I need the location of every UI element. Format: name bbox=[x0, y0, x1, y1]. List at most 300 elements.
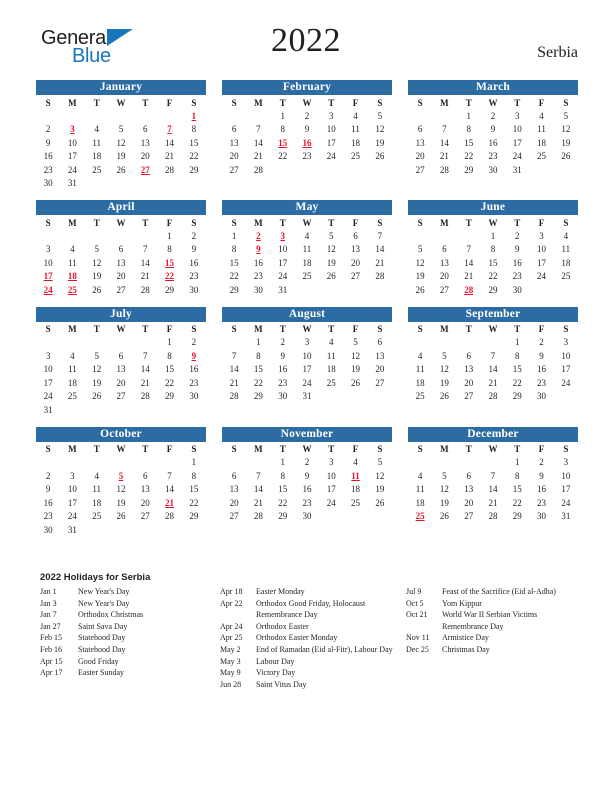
day-cell[interactable]: 2 bbox=[191, 337, 197, 348]
day-cell[interactable]: 31 bbox=[278, 284, 288, 295]
day-cell[interactable]: 28 bbox=[229, 391, 239, 402]
day-cell[interactable]: 15 bbox=[229, 257, 239, 268]
day-cell[interactable]: 10 bbox=[537, 244, 547, 255]
day-cell[interactable]: 30 bbox=[43, 524, 53, 535]
day-cell[interactable]: 3 bbox=[70, 470, 75, 481]
day-cell[interactable]: 21 bbox=[488, 377, 498, 388]
day-cell[interactable]: 18 bbox=[92, 151, 102, 162]
day-cell[interactable]: 20 bbox=[229, 151, 239, 162]
day-cell[interactable]: 22 bbox=[464, 151, 474, 162]
day-cell[interactable]: 4 bbox=[563, 230, 569, 241]
day-cell[interactable]: 27 bbox=[229, 164, 239, 175]
day-cell[interactable]: 7 bbox=[256, 470, 261, 481]
day-cell[interactable]: 11 bbox=[92, 137, 102, 148]
day-cell[interactable]: 13 bbox=[116, 364, 126, 375]
day-cell[interactable]: 11 bbox=[537, 124, 546, 135]
day-cell[interactable]: 25 bbox=[537, 151, 547, 162]
day-cell[interactable]: 17 bbox=[326, 137, 336, 148]
day-cell[interactable]: 17 bbox=[302, 364, 312, 375]
day-cell[interactable]: 2 bbox=[45, 124, 51, 135]
day-cell[interactable]: 9 bbox=[304, 470, 310, 481]
day-cell[interactable]: 13 bbox=[464, 484, 474, 495]
day-cell[interactable]: 6 bbox=[143, 124, 148, 135]
day-cell[interactable]: 25 bbox=[351, 497, 361, 508]
day-cell[interactable]: 7 bbox=[143, 350, 148, 361]
day-cell[interactable]: 21 bbox=[439, 151, 449, 162]
day-cell[interactable]: 19 bbox=[92, 271, 102, 282]
day-cell[interactable]: 8 bbox=[231, 244, 237, 255]
day-cell[interactable]: 16 bbox=[537, 484, 547, 495]
day-cell[interactable]: 31 bbox=[512, 164, 522, 175]
day-cell[interactable]: 10 bbox=[561, 470, 571, 481]
day-cell[interactable]: 5 bbox=[377, 457, 383, 468]
day-cell[interactable]: 17 bbox=[561, 484, 571, 495]
day-cell-holiday[interactable]: 9 bbox=[256, 244, 261, 255]
day-cell[interactable]: 10 bbox=[326, 124, 336, 135]
day-cell[interactable]: 28 bbox=[253, 511, 263, 522]
day-cell[interactable]: 23 bbox=[537, 377, 547, 388]
day-cell-holiday[interactable]: 25 bbox=[415, 511, 425, 522]
day-cell[interactable]: 25 bbox=[415, 391, 425, 402]
day-cell[interactable]: 22 bbox=[253, 377, 263, 388]
day-cell[interactable]: 12 bbox=[351, 350, 361, 361]
day-cell[interactable]: 3 bbox=[563, 457, 569, 468]
day-cell[interactable]: 7 bbox=[256, 124, 261, 135]
day-cell[interactable]: 25 bbox=[92, 511, 102, 522]
day-cell[interactable]: 28 bbox=[140, 284, 150, 295]
day-cell-holiday[interactable]: 11 bbox=[351, 470, 360, 481]
day-cell[interactable]: 20 bbox=[116, 271, 126, 282]
day-cell[interactable]: 7 bbox=[490, 350, 496, 361]
day-cell[interactable]: 30 bbox=[189, 284, 199, 295]
day-cell[interactable]: 4 bbox=[70, 350, 75, 361]
day-cell[interactable]: 6 bbox=[143, 470, 148, 481]
day-cell[interactable]: 23 bbox=[278, 377, 288, 388]
day-cell[interactable]: 27 bbox=[439, 284, 449, 295]
day-cell[interactable]: 2 bbox=[191, 230, 197, 241]
day-cell[interactable]: 8 bbox=[167, 350, 172, 361]
day-cell[interactable]: 28 bbox=[140, 391, 150, 402]
day-cell[interactable]: 10 bbox=[512, 124, 522, 135]
day-cell[interactable]: 2 bbox=[304, 110, 310, 121]
day-cell[interactable]: 30 bbox=[537, 391, 547, 402]
day-cell[interactable]: 12 bbox=[116, 137, 126, 148]
day-cell[interactable]: 25 bbox=[302, 271, 312, 282]
day-cell[interactable]: 12 bbox=[116, 484, 126, 495]
day-cell[interactable]: 23 bbox=[43, 511, 53, 522]
day-cell[interactable]: 16 bbox=[302, 484, 312, 495]
day-cell-holiday[interactable]: 1 bbox=[191, 110, 197, 121]
day-cell[interactable]: 16 bbox=[43, 151, 53, 162]
day-cell[interactable]: 20 bbox=[140, 497, 150, 508]
day-cell[interactable]: 16 bbox=[43, 497, 53, 508]
day-cell[interactable]: 24 bbox=[67, 511, 77, 522]
day-cell[interactable]: 23 bbox=[537, 497, 547, 508]
day-cell[interactable]: 8 bbox=[466, 124, 471, 135]
day-cell[interactable]: 7 bbox=[143, 244, 148, 255]
day-cell[interactable]: 21 bbox=[229, 377, 239, 388]
day-cell[interactable]: 4 bbox=[353, 457, 358, 468]
day-cell[interactable]: 21 bbox=[488, 497, 498, 508]
day-cell[interactable]: 9 bbox=[280, 350, 285, 361]
day-cell[interactable]: 12 bbox=[92, 364, 102, 375]
day-cell[interactable]: 9 bbox=[515, 244, 520, 255]
day-cell[interactable]: 3 bbox=[45, 350, 51, 361]
day-cell[interactable]: 18 bbox=[92, 497, 102, 508]
day-cell[interactable]: 8 bbox=[490, 244, 496, 255]
day-cell[interactable]: 15 bbox=[189, 137, 199, 148]
day-cell[interactable]: 21 bbox=[165, 151, 175, 162]
day-cell[interactable]: 1 bbox=[167, 337, 172, 348]
day-cell[interactable]: 9 bbox=[45, 484, 51, 495]
day-cell[interactable]: 26 bbox=[415, 284, 425, 295]
day-cell[interactable]: 13 bbox=[415, 137, 425, 148]
day-cell[interactable]: 19 bbox=[375, 137, 385, 148]
day-cell[interactable]: 10 bbox=[278, 244, 288, 255]
day-cell[interactable]: 31 bbox=[67, 524, 77, 535]
day-cell[interactable]: 22 bbox=[189, 497, 199, 508]
day-cell[interactable]: 4 bbox=[417, 470, 423, 481]
day-cell[interactable]: 4 bbox=[70, 244, 75, 255]
day-cell[interactable]: 22 bbox=[229, 271, 239, 282]
day-cell[interactable]: 11 bbox=[326, 350, 336, 361]
day-cell[interactable]: 19 bbox=[116, 497, 126, 508]
day-cell[interactable]: 7 bbox=[466, 244, 471, 255]
day-cell[interactable]: 29 bbox=[512, 391, 522, 402]
day-cell[interactable]: 29 bbox=[229, 284, 239, 295]
day-cell[interactable]: 27 bbox=[415, 164, 425, 175]
day-cell[interactable]: 15 bbox=[165, 364, 175, 375]
day-cell[interactable]: 3 bbox=[563, 337, 569, 348]
day-cell[interactable]: 28 bbox=[488, 391, 498, 402]
day-cell-holiday[interactable]: 18 bbox=[67, 271, 77, 282]
day-cell[interactable]: 2 bbox=[280, 337, 285, 348]
day-cell[interactable]: 30 bbox=[302, 511, 312, 522]
day-cell[interactable]: 31 bbox=[43, 404, 53, 415]
day-cell[interactable]: 29 bbox=[189, 511, 199, 522]
day-cell[interactable]: 26 bbox=[375, 497, 385, 508]
day-cell[interactable]: 25 bbox=[326, 377, 336, 388]
day-cell[interactable]: 19 bbox=[116, 151, 126, 162]
day-cell[interactable]: 24 bbox=[326, 151, 336, 162]
day-cell[interactable]: 14 bbox=[165, 137, 175, 148]
day-cell[interactable]: 21 bbox=[375, 257, 385, 268]
day-cell[interactable]: 1 bbox=[191, 457, 197, 468]
day-cell-holiday[interactable]: 21 bbox=[165, 497, 175, 508]
day-cell[interactable]: 23 bbox=[253, 271, 263, 282]
day-cell[interactable]: 3 bbox=[329, 457, 334, 468]
day-cell[interactable]: 30 bbox=[488, 164, 498, 175]
day-cell[interactable]: 4 bbox=[304, 230, 310, 241]
day-cell[interactable]: 29 bbox=[189, 164, 199, 175]
day-cell[interactable]: 3 bbox=[304, 337, 310, 348]
day-cell[interactable]: 15 bbox=[512, 364, 522, 375]
day-cell[interactable]: 28 bbox=[488, 511, 498, 522]
day-cell[interactable]: 18 bbox=[351, 137, 361, 148]
day-cell[interactable]: 20 bbox=[415, 151, 425, 162]
day-cell[interactable]: 11 bbox=[561, 244, 571, 255]
day-cell[interactable]: 10 bbox=[67, 137, 77, 148]
day-cell[interactable]: 18 bbox=[537, 137, 547, 148]
day-cell[interactable]: 5 bbox=[377, 110, 383, 121]
day-cell[interactable]: 5 bbox=[442, 350, 447, 361]
day-cell[interactable]: 8 bbox=[167, 244, 172, 255]
day-cell[interactable]: 22 bbox=[512, 497, 522, 508]
day-cell[interactable]: 28 bbox=[165, 511, 175, 522]
day-cell[interactable]: 6 bbox=[118, 350, 124, 361]
day-cell[interactable]: 28 bbox=[253, 164, 263, 175]
day-cell[interactable]: 4 bbox=[94, 124, 99, 135]
day-cell[interactable]: 18 bbox=[67, 377, 77, 388]
day-cell[interactable]: 28 bbox=[375, 271, 385, 282]
day-cell[interactable]: 7 bbox=[167, 470, 172, 481]
day-cell[interactable]: 19 bbox=[92, 377, 102, 388]
day-cell[interactable]: 1 bbox=[280, 457, 285, 468]
day-cell[interactable]: 28 bbox=[165, 164, 175, 175]
day-cell[interactable]: 29 bbox=[278, 511, 288, 522]
day-cell[interactable]: 24 bbox=[537, 271, 547, 282]
day-cell[interactable]: 27 bbox=[116, 391, 126, 402]
day-cell[interactable]: 29 bbox=[165, 391, 175, 402]
day-cell[interactable]: 15 bbox=[253, 364, 263, 375]
day-cell[interactable]: 2 bbox=[539, 337, 544, 348]
day-cell-holiday[interactable]: 15 bbox=[165, 257, 175, 268]
day-cell[interactable]: 20 bbox=[375, 364, 385, 375]
day-cell[interactable]: 13 bbox=[229, 137, 239, 148]
day-cell[interactable]: 7 bbox=[377, 230, 383, 241]
day-cell-holiday[interactable]: 28 bbox=[464, 284, 474, 295]
day-cell[interactable]: 4 bbox=[329, 337, 334, 348]
day-cell[interactable]: 8 bbox=[191, 470, 197, 481]
day-cell[interactable]: 7 bbox=[490, 470, 496, 481]
day-cell[interactable]: 16 bbox=[512, 257, 522, 268]
day-cell[interactable]: 5 bbox=[118, 124, 124, 135]
day-cell[interactable]: 15 bbox=[464, 137, 474, 148]
day-cell[interactable]: 3 bbox=[329, 110, 334, 121]
day-cell[interactable]: 9 bbox=[490, 124, 496, 135]
day-cell[interactable]: 13 bbox=[116, 257, 126, 268]
day-cell[interactable]: 14 bbox=[488, 484, 498, 495]
day-cell[interactable]: 23 bbox=[189, 271, 199, 282]
day-cell[interactable]: 17 bbox=[326, 484, 336, 495]
day-cell[interactable]: 19 bbox=[439, 377, 449, 388]
day-cell[interactable]: 12 bbox=[439, 364, 449, 375]
day-cell[interactable]: 25 bbox=[351, 151, 361, 162]
day-cell[interactable]: 9 bbox=[539, 470, 544, 481]
day-cell[interactable]: 14 bbox=[253, 137, 263, 148]
day-cell[interactable]: 11 bbox=[302, 244, 312, 255]
day-cell-holiday[interactable]: 2 bbox=[256, 230, 261, 241]
day-cell-holiday[interactable]: 7 bbox=[167, 124, 172, 135]
day-cell[interactable]: 29 bbox=[464, 164, 474, 175]
day-cell[interactable]: 27 bbox=[464, 511, 474, 522]
day-cell[interactable]: 17 bbox=[67, 151, 77, 162]
day-cell[interactable]: 13 bbox=[351, 244, 361, 255]
day-cell[interactable]: 9 bbox=[539, 350, 544, 361]
day-cell-holiday[interactable]: 17 bbox=[43, 271, 53, 282]
day-cell[interactable]: 11 bbox=[92, 484, 102, 495]
day-cell[interactable]: 1 bbox=[231, 230, 237, 241]
day-cell[interactable]: 5 bbox=[563, 110, 569, 121]
day-cell[interactable]: 20 bbox=[464, 497, 474, 508]
day-cell[interactable]: 23 bbox=[302, 151, 312, 162]
day-cell[interactable]: 13 bbox=[140, 137, 150, 148]
day-cell[interactable]: 11 bbox=[68, 257, 77, 268]
day-cell[interactable]: 20 bbox=[229, 497, 239, 508]
day-cell[interactable]: 14 bbox=[375, 244, 385, 255]
day-cell[interactable]: 27 bbox=[116, 284, 126, 295]
day-cell[interactable]: 24 bbox=[326, 497, 336, 508]
day-cell[interactable]: 14 bbox=[140, 364, 150, 375]
day-cell[interactable]: 15 bbox=[488, 257, 498, 268]
day-cell[interactable]: 14 bbox=[439, 137, 449, 148]
day-cell[interactable]: 16 bbox=[537, 364, 547, 375]
day-cell[interactable]: 4 bbox=[417, 350, 423, 361]
day-cell[interactable]: 8 bbox=[280, 124, 285, 135]
day-cell[interactable]: 23 bbox=[488, 151, 498, 162]
day-cell[interactable]: 3 bbox=[515, 110, 520, 121]
day-cell[interactable]: 15 bbox=[278, 484, 288, 495]
day-cell[interactable]: 19 bbox=[326, 257, 336, 268]
day-cell[interactable]: 2 bbox=[515, 230, 520, 241]
day-cell[interactable]: 14 bbox=[229, 364, 239, 375]
day-cell[interactable]: 30 bbox=[512, 284, 522, 295]
day-cell[interactable]: 17 bbox=[537, 257, 547, 268]
day-cell[interactable]: 26 bbox=[92, 284, 102, 295]
day-cell[interactable]: 3 bbox=[539, 230, 544, 241]
day-cell[interactable]: 8 bbox=[515, 350, 520, 361]
day-cell[interactable]: 24 bbox=[561, 497, 571, 508]
day-cell[interactable]: 2 bbox=[539, 457, 544, 468]
day-cell[interactable]: 2 bbox=[304, 457, 310, 468]
day-cell[interactable]: 13 bbox=[439, 257, 449, 268]
day-cell[interactable]: 6 bbox=[442, 244, 447, 255]
day-cell[interactable]: 9 bbox=[304, 124, 310, 135]
day-cell[interactable]: 26 bbox=[375, 151, 385, 162]
day-cell[interactable]: 5 bbox=[329, 230, 334, 241]
day-cell[interactable]: 26 bbox=[116, 511, 126, 522]
day-cell[interactable]: 31 bbox=[561, 511, 571, 522]
day-cell[interactable]: 20 bbox=[439, 271, 449, 282]
day-cell[interactable]: 19 bbox=[375, 484, 385, 495]
day-cell[interactable]: 6 bbox=[417, 124, 423, 135]
day-cell[interactable]: 20 bbox=[351, 257, 361, 268]
day-cell[interactable]: 18 bbox=[351, 484, 361, 495]
day-cell[interactable]: 6 bbox=[118, 244, 124, 255]
day-cell[interactable]: 30 bbox=[43, 178, 53, 189]
day-cell[interactable]: 22 bbox=[189, 151, 199, 162]
day-cell[interactable]: 21 bbox=[253, 497, 263, 508]
day-cell[interactable]: 5 bbox=[353, 337, 358, 348]
day-cell[interactable]: 10 bbox=[43, 364, 53, 375]
day-cell[interactable]: 30 bbox=[189, 391, 199, 402]
day-cell[interactable]: 11 bbox=[415, 484, 425, 495]
day-cell[interactable]: 10 bbox=[326, 470, 336, 481]
day-cell[interactable]: 7 bbox=[231, 350, 237, 361]
day-cell[interactable]: 22 bbox=[488, 271, 498, 282]
day-cell[interactable]: 24 bbox=[67, 164, 77, 175]
day-cell-holiday[interactable]: 3 bbox=[70, 124, 75, 135]
day-cell[interactable]: 13 bbox=[464, 364, 474, 375]
day-cell[interactable]: 18 bbox=[415, 497, 425, 508]
day-cell[interactable]: 13 bbox=[375, 350, 385, 361]
day-cell[interactable]: 27 bbox=[375, 377, 385, 388]
day-cell[interactable]: 26 bbox=[561, 151, 571, 162]
day-cell[interactable]: 29 bbox=[165, 284, 175, 295]
day-cell[interactable]: 23 bbox=[43, 164, 53, 175]
day-cell[interactable]: 6 bbox=[466, 470, 471, 481]
day-cell[interactable]: 31 bbox=[67, 178, 77, 189]
day-cell[interactable]: 16 bbox=[189, 257, 199, 268]
day-cell[interactable]: 2 bbox=[490, 110, 496, 121]
day-cell[interactable]: 10 bbox=[43, 257, 53, 268]
day-cell[interactable]: 2 bbox=[45, 470, 51, 481]
day-cell[interactable]: 14 bbox=[165, 484, 175, 495]
day-cell[interactable]: 16 bbox=[488, 137, 498, 148]
day-cell[interactable]: 20 bbox=[140, 151, 150, 162]
day-cell[interactable]: 18 bbox=[415, 377, 425, 388]
day-cell[interactable]: 14 bbox=[464, 257, 474, 268]
day-cell[interactable]: 6 bbox=[466, 350, 471, 361]
day-cell[interactable]: 26 bbox=[92, 391, 102, 402]
day-cell[interactable]: 12 bbox=[375, 124, 385, 135]
day-cell[interactable]: 6 bbox=[353, 230, 358, 241]
day-cell[interactable]: 12 bbox=[439, 484, 449, 495]
day-cell[interactable]: 21 bbox=[464, 271, 474, 282]
day-cell[interactable]: 1 bbox=[515, 457, 520, 468]
day-cell[interactable]: 20 bbox=[464, 377, 474, 388]
day-cell[interactable]: 17 bbox=[43, 377, 53, 388]
day-cell[interactable]: 15 bbox=[189, 484, 199, 495]
day-cell[interactable]: 21 bbox=[253, 151, 263, 162]
day-cell[interactable]: 1 bbox=[490, 230, 496, 241]
day-cell-holiday[interactable]: 24 bbox=[43, 284, 53, 295]
day-cell[interactable]: 14 bbox=[253, 484, 263, 495]
day-cell[interactable]: 17 bbox=[512, 137, 522, 148]
day-cell-holiday[interactable]: 22 bbox=[165, 271, 175, 282]
day-cell[interactable]: 8 bbox=[280, 470, 285, 481]
day-cell[interactable]: 29 bbox=[512, 511, 522, 522]
day-cell[interactable]: 11 bbox=[415, 364, 425, 375]
day-cell[interactable]: 18 bbox=[326, 364, 336, 375]
day-cell[interactable]: 21 bbox=[140, 271, 150, 282]
day-cell[interactable]: 9 bbox=[45, 137, 51, 148]
day-cell[interactable]: 23 bbox=[302, 497, 312, 508]
day-cell-holiday[interactable]: 3 bbox=[280, 230, 285, 241]
day-cell[interactable]: 24 bbox=[561, 377, 571, 388]
day-cell[interactable]: 17 bbox=[278, 257, 288, 268]
day-cell[interactable]: 16 bbox=[278, 364, 288, 375]
day-cell[interactable]: 30 bbox=[537, 511, 547, 522]
day-cell[interactable]: 21 bbox=[140, 377, 150, 388]
day-cell[interactable]: 23 bbox=[189, 377, 199, 388]
day-cell[interactable]: 22 bbox=[512, 377, 522, 388]
day-cell[interactable]: 19 bbox=[561, 137, 571, 148]
day-cell[interactable]: 16 bbox=[253, 257, 263, 268]
day-cell[interactable]: 23 bbox=[512, 271, 522, 282]
day-cell[interactable]: 24 bbox=[302, 377, 312, 388]
day-cell[interactable]: 17 bbox=[561, 364, 571, 375]
day-cell[interactable]: 22 bbox=[278, 497, 288, 508]
day-cell[interactable]: 6 bbox=[231, 124, 237, 135]
day-cell[interactable]: 31 bbox=[302, 391, 312, 402]
day-cell[interactable]: 27 bbox=[140, 511, 150, 522]
day-cell[interactable]: 25 bbox=[67, 391, 77, 402]
day-cell[interactable]: 1 bbox=[280, 110, 285, 121]
day-cell[interactable]: 1 bbox=[466, 110, 471, 121]
day-cell-holiday[interactable]: 27 bbox=[140, 164, 150, 175]
day-cell[interactable]: 4 bbox=[539, 110, 544, 121]
